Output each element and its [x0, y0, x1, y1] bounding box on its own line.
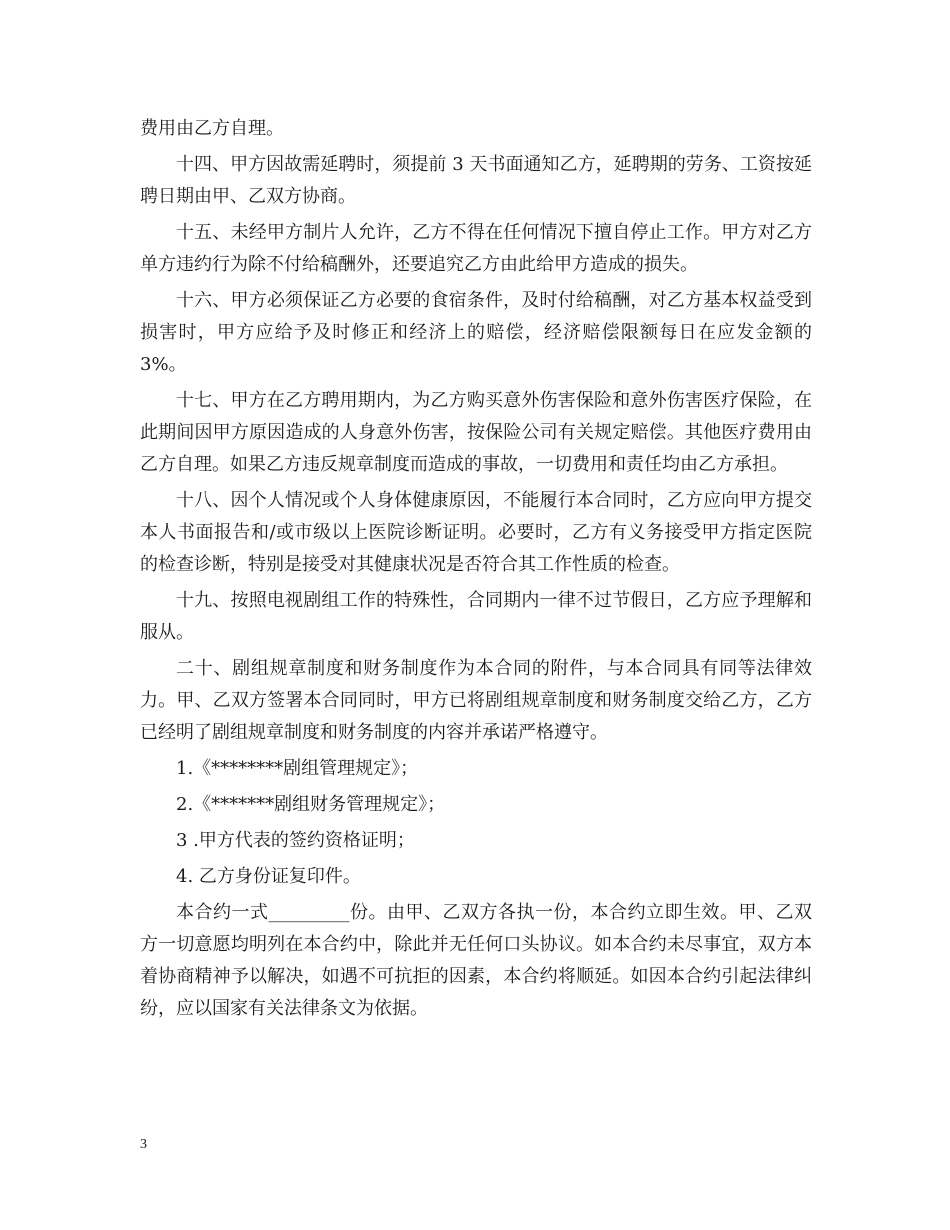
clause-19: 十九、按照电视剧组工作的特殊性，合同期内一律不过节假日，乙方应予理解和服从。	[140, 590, 812, 643]
attachment-item-2: 2.《*******剧组财务管理规定》；	[176, 794, 446, 815]
closing-paragraph: 本合约一式_________份。由甲、乙双方各执一份，本合约立即生效。甲、乙双方一切意愿均明列在本合约中，除此并无任何口头协议。如本合约未尽事宜，双方本着协商精神予以解决，如遇不可抗拒的因素，本合约将顺延。如因本合约引起法律纠纷，应以国家有关法律条文为依据。	[140, 902, 812, 1019]
clause-16: 十六、甲方必须保证乙方必要的食宿条件，及时付给稿酬，对乙方基本权益受到损害时，甲方应给予及时修正和经济上的赔偿，经济赔偿限额每日在应发金额的 3%。	[140, 290, 812, 375]
attachment-item-3: 3 .甲方代表的签约资格证明；	[176, 830, 415, 851]
document-body	[140, 113, 812, 1025]
page-number: 3	[140, 1137, 147, 1152]
clause-17: 十七、甲方在乙方聘用期内，为乙方购买意外伤害保险和意外伤害医疗保险，在此期间因甲方原因造成的人身意外伤害，按保险公司有关规定赔偿。其他医疗费用由乙方自理。如果乙方违反规章制度而造成的事故，一切费用和责任均由乙方承担。	[140, 390, 812, 475]
clause-20: 二十、剧组规章制度和财务制度作为本合同的附件，与本合同具有同等法律效力。甲、乙双方签署本合同同时，甲方已将剧组规章制度和财务制度交给乙方，乙方已经明了剧组规章制度和财务制度的内容并承诺严格遵守。	[140, 658, 812, 743]
clause-14: 十四、甲方因故需延聘时，须提前 3 天书面通知乙方，延聘期的劳务、工资按延聘日期由甲、乙双方协商。	[140, 154, 812, 207]
attachment-item-4: 4. 乙方身份证复印件。	[176, 866, 361, 887]
attachment-item-1: 1.《********剧组管理规定》；	[176, 758, 419, 779]
clause-18: 十八、因个人情况或个人身体健康原因，不能履行本合同时，乙方应向甲方提交本人书面报告和/或市级以上医院诊断证明。必要时，乙方有义务接受甲方指定医院的检查诊断，特别是接受对其健康状况是否符合其工作性质的检查。	[140, 490, 812, 575]
clause-15: 十五、未经甲方制片人允许，乙方不得在任何情况下擅自停止工作。甲方对乙方单方违约行为除不付给稿酬外，还要追究乙方由此给甲方造成的损失。	[140, 222, 812, 275]
paragraph-continuation: 费用由乙方自理。	[140, 118, 284, 139]
